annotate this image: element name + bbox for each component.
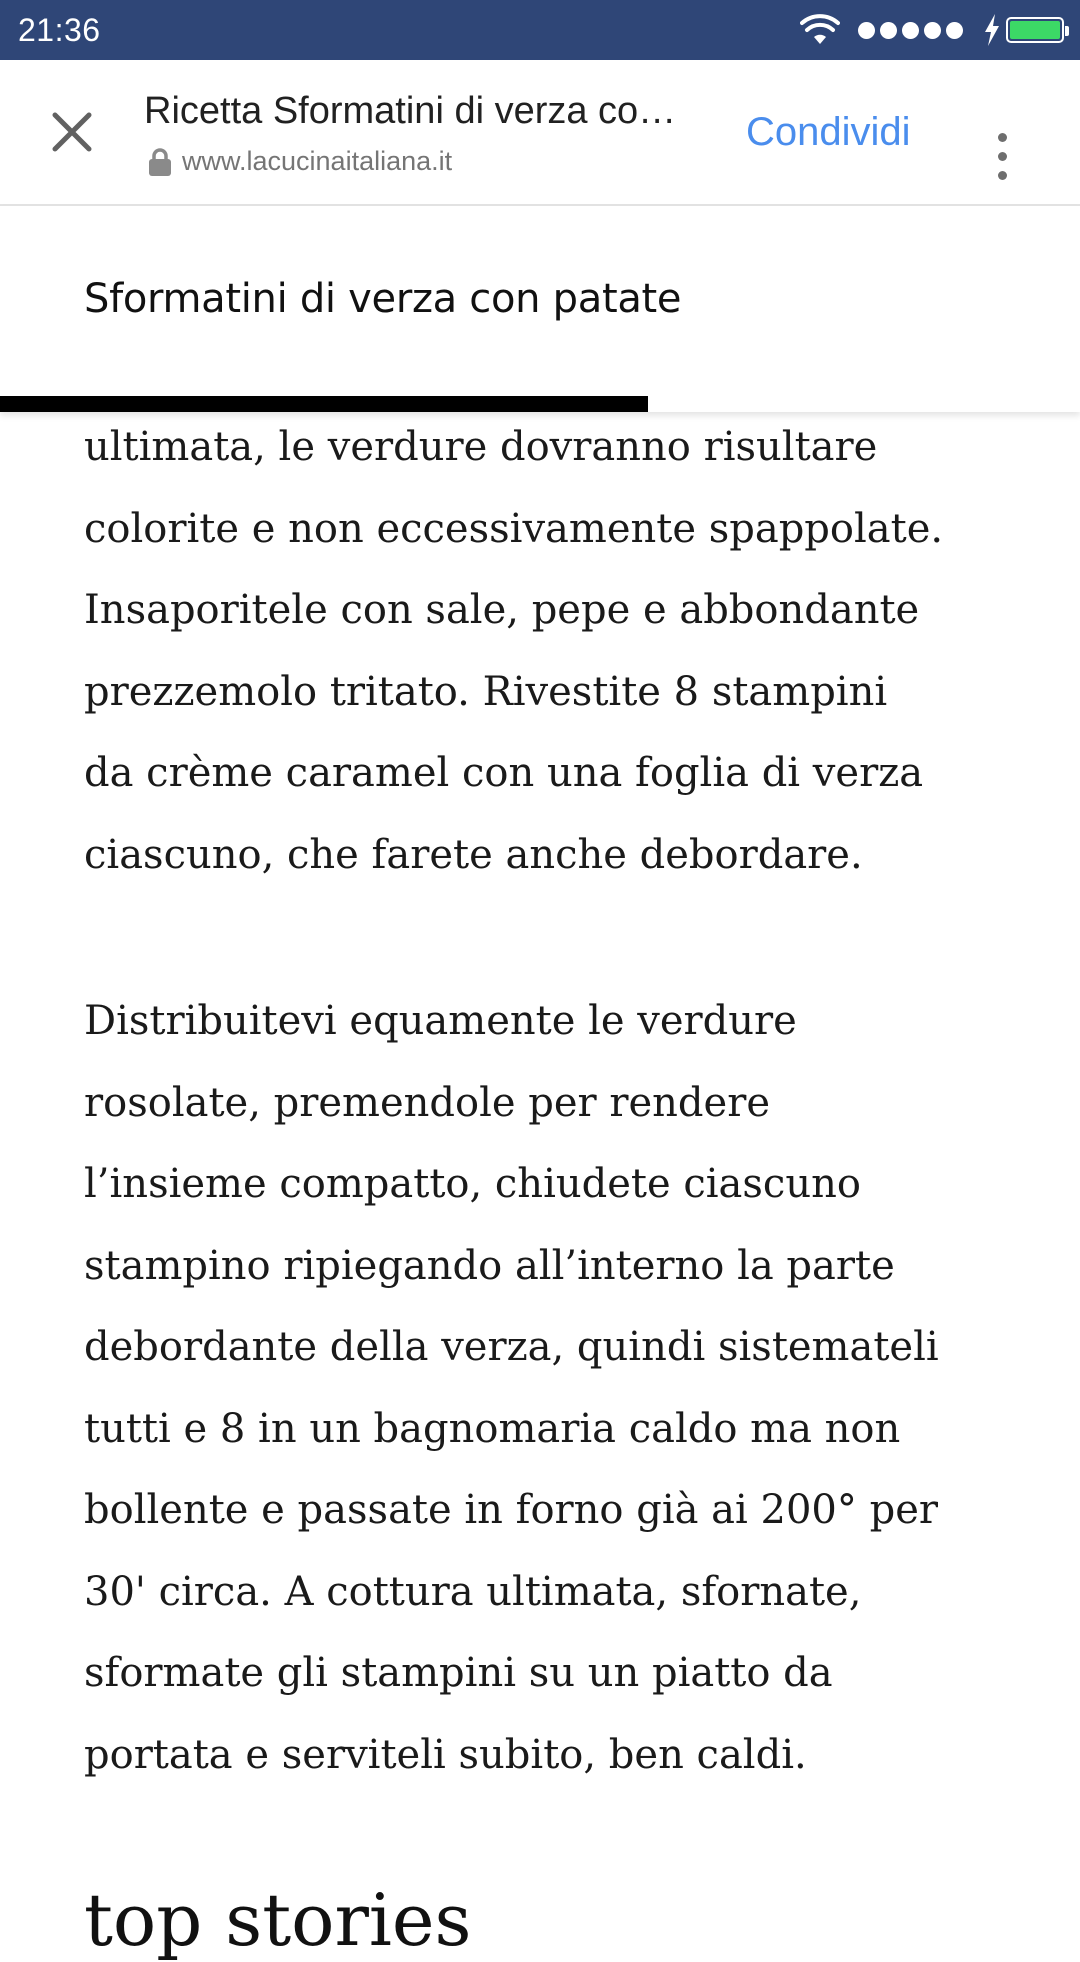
article-body (84, 407, 1014, 1796)
url-text: www.lacucinaitaliana.it (182, 146, 453, 176)
battery-tip (1065, 26, 1069, 36)
text-line: ciascuno, che farete anche debordare. (84, 831, 863, 878)
text-line: l’insieme compatto, chiudete ciascuno (84, 1161, 861, 1207)
text-line: tutti e 8 in un bagnomaria caldo ma non (84, 1405, 901, 1452)
more-vert-icon (998, 133, 1007, 142)
signal-dot (902, 22, 919, 39)
status-bar (0, 0, 1080, 60)
more-vert-icon (998, 152, 1007, 161)
text-line: stampino ripiegando all’interno la parte (84, 1242, 895, 1289)
article-header (0, 206, 1080, 412)
status-time: 21:36 (18, 12, 101, 48)
signal-strength-icon (858, 22, 968, 39)
paragraph (84, 981, 1014, 1796)
section-heading: top stories (84, 1878, 472, 1962)
text-line: Insaporitele con sale, pepe e abbondante (84, 587, 920, 633)
text-line: 30' circa. A cottura ultimata, sfornate, (84, 1568, 862, 1615)
reading-progress-fill (0, 396, 648, 412)
text-line: bollente e passate in forno già ai 200° per (84, 1487, 938, 1533)
text-line: da crème caramel con una foglia di verza (84, 750, 924, 796)
status-icons (800, 12, 1064, 48)
paragraph-gap (84, 896, 1014, 981)
share-button[interactable]: Condividi (746, 110, 911, 154)
signal-dot (880, 22, 897, 39)
text-line: debordante della verza, quindi sistemateli (84, 1324, 939, 1370)
reading-progress-bar (0, 396, 1080, 412)
article-title: Sformatini di verza con patate (84, 276, 682, 322)
charging-bolt-icon (982, 13, 1002, 47)
close-button[interactable] (36, 96, 108, 168)
paragraph (84, 407, 1014, 896)
lock-icon (148, 147, 172, 177)
text-line: Distribuitevi equamente le verdure (84, 998, 797, 1044)
signal-dot (858, 22, 875, 39)
custom-tab-toolbar (0, 60, 1080, 206)
text-line: rosolate, premendole per rendere (84, 1079, 770, 1126)
text-line: portata e serviteli subito, ben caldi. (84, 1731, 807, 1778)
signal-dot (924, 22, 941, 39)
wifi-icon (800, 14, 840, 46)
text-line: sformate gli stampini su un piatto da (84, 1650, 833, 1696)
page-title: Ricetta Sformatini di verza co… (144, 90, 677, 132)
battery-icon (1006, 17, 1064, 43)
text-line: colorite e non eccessivamente spappolate. (84, 505, 944, 552)
battery-level (1010, 21, 1060, 39)
close-icon (52, 112, 92, 152)
more-options-button[interactable] (976, 120, 1028, 192)
text-line: ultimata, le verdure dovranno risultare (84, 424, 878, 470)
signal-dot (946, 22, 963, 39)
text-line: prezzemolo tritato. Rivestite 8 stampini (84, 668, 888, 715)
more-vert-icon (998, 171, 1007, 180)
url-row (148, 146, 452, 177)
